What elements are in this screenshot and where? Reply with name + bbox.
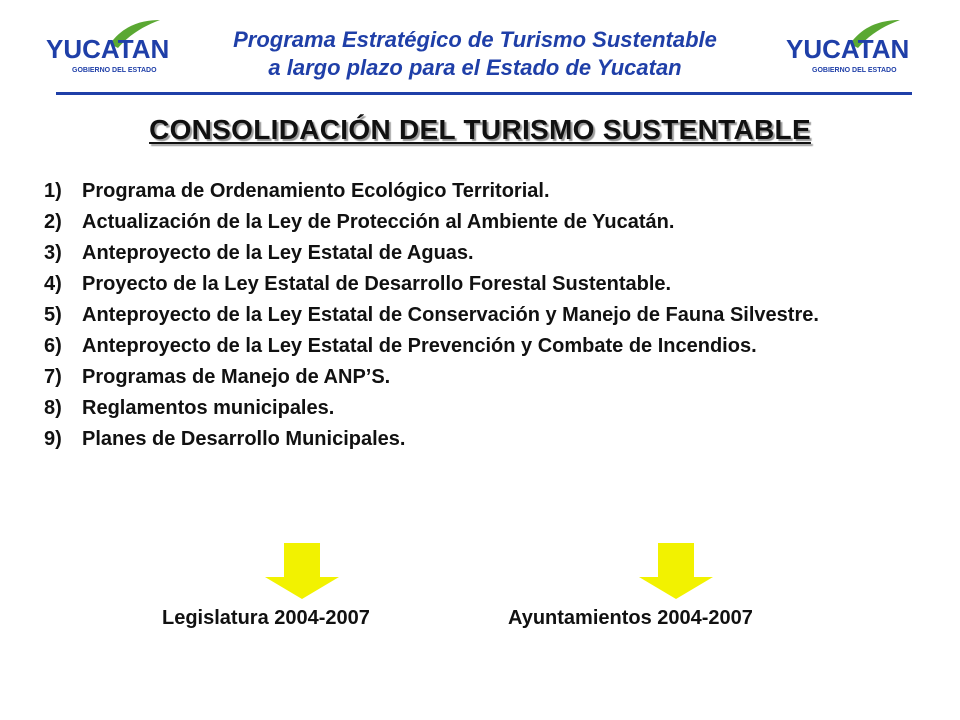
header-divider xyxy=(56,92,912,95)
ayuntamientos-label: Ayuntamientos 2004-2007 xyxy=(508,607,753,629)
item-number: 5) xyxy=(44,304,62,326)
item-number: 7) xyxy=(44,366,62,388)
list-item xyxy=(44,207,894,238)
item-text: Actualización de la Ley de Protección al Ambiente de Yucatán. xyxy=(82,211,675,233)
item-number: 3) xyxy=(44,242,62,264)
item-text: Planes de Desarrollo Municipales. xyxy=(82,428,406,450)
item-number: 4) xyxy=(44,273,62,295)
item-text: Reglamentos municipales. xyxy=(82,397,335,419)
logo-subtitle: GOBIERNO DEL ESTADO xyxy=(72,67,157,74)
yucatan-logo-right xyxy=(784,18,934,78)
down-arrow-icon xyxy=(639,543,713,599)
title-line-2: a largo plazo para el Estado de Yucatan xyxy=(268,55,682,80)
logo-subtitle: GOBIERNO DEL ESTADO xyxy=(812,67,897,74)
page-title xyxy=(160,26,790,82)
list-item xyxy=(44,176,894,207)
action-list xyxy=(44,176,894,455)
list-item xyxy=(44,238,894,269)
down-arrow-icon xyxy=(265,543,339,599)
list-item xyxy=(44,424,894,455)
list-item xyxy=(44,393,894,424)
title-line-1: Programa Estratégico de Turismo Sustentable xyxy=(233,27,717,52)
section-heading: CONSOLIDACIÓN DEL TURISMO SUSTENTABLE xyxy=(149,114,811,145)
item-text: Programa de Ordenamiento Ecológico Territorial. xyxy=(82,180,550,202)
item-text: Anteproyecto de la Ley Estatal de Conservación y Manejo de Fauna Silvestre. xyxy=(82,304,819,326)
item-number: 2) xyxy=(44,211,62,233)
list-item xyxy=(44,269,894,300)
item-number: 9) xyxy=(44,428,62,450)
item-number: 1) xyxy=(44,180,62,202)
list-item xyxy=(44,300,894,331)
item-text: Anteproyecto de la Ley Estatal de Aguas. xyxy=(82,242,474,264)
item-text: Proyecto de la Ley Estatal de Desarrollo Forestal Sustentable. xyxy=(82,273,672,295)
list-item xyxy=(44,362,894,393)
logo-wordmark: YUCATAN xyxy=(786,34,910,64)
legislatura-label: Legislatura 2004-2007 xyxy=(162,607,370,629)
logo-wordmark: YUCATAN xyxy=(46,34,170,64)
list-item xyxy=(44,331,894,362)
item-number: 8) xyxy=(44,397,62,419)
item-text: Programas de Manejo de ANP’S. xyxy=(82,366,391,388)
item-text: Anteproyecto de la Ley Estatal de Prevención y Combate de Incendios. xyxy=(82,335,757,357)
item-number: 6) xyxy=(44,335,62,357)
